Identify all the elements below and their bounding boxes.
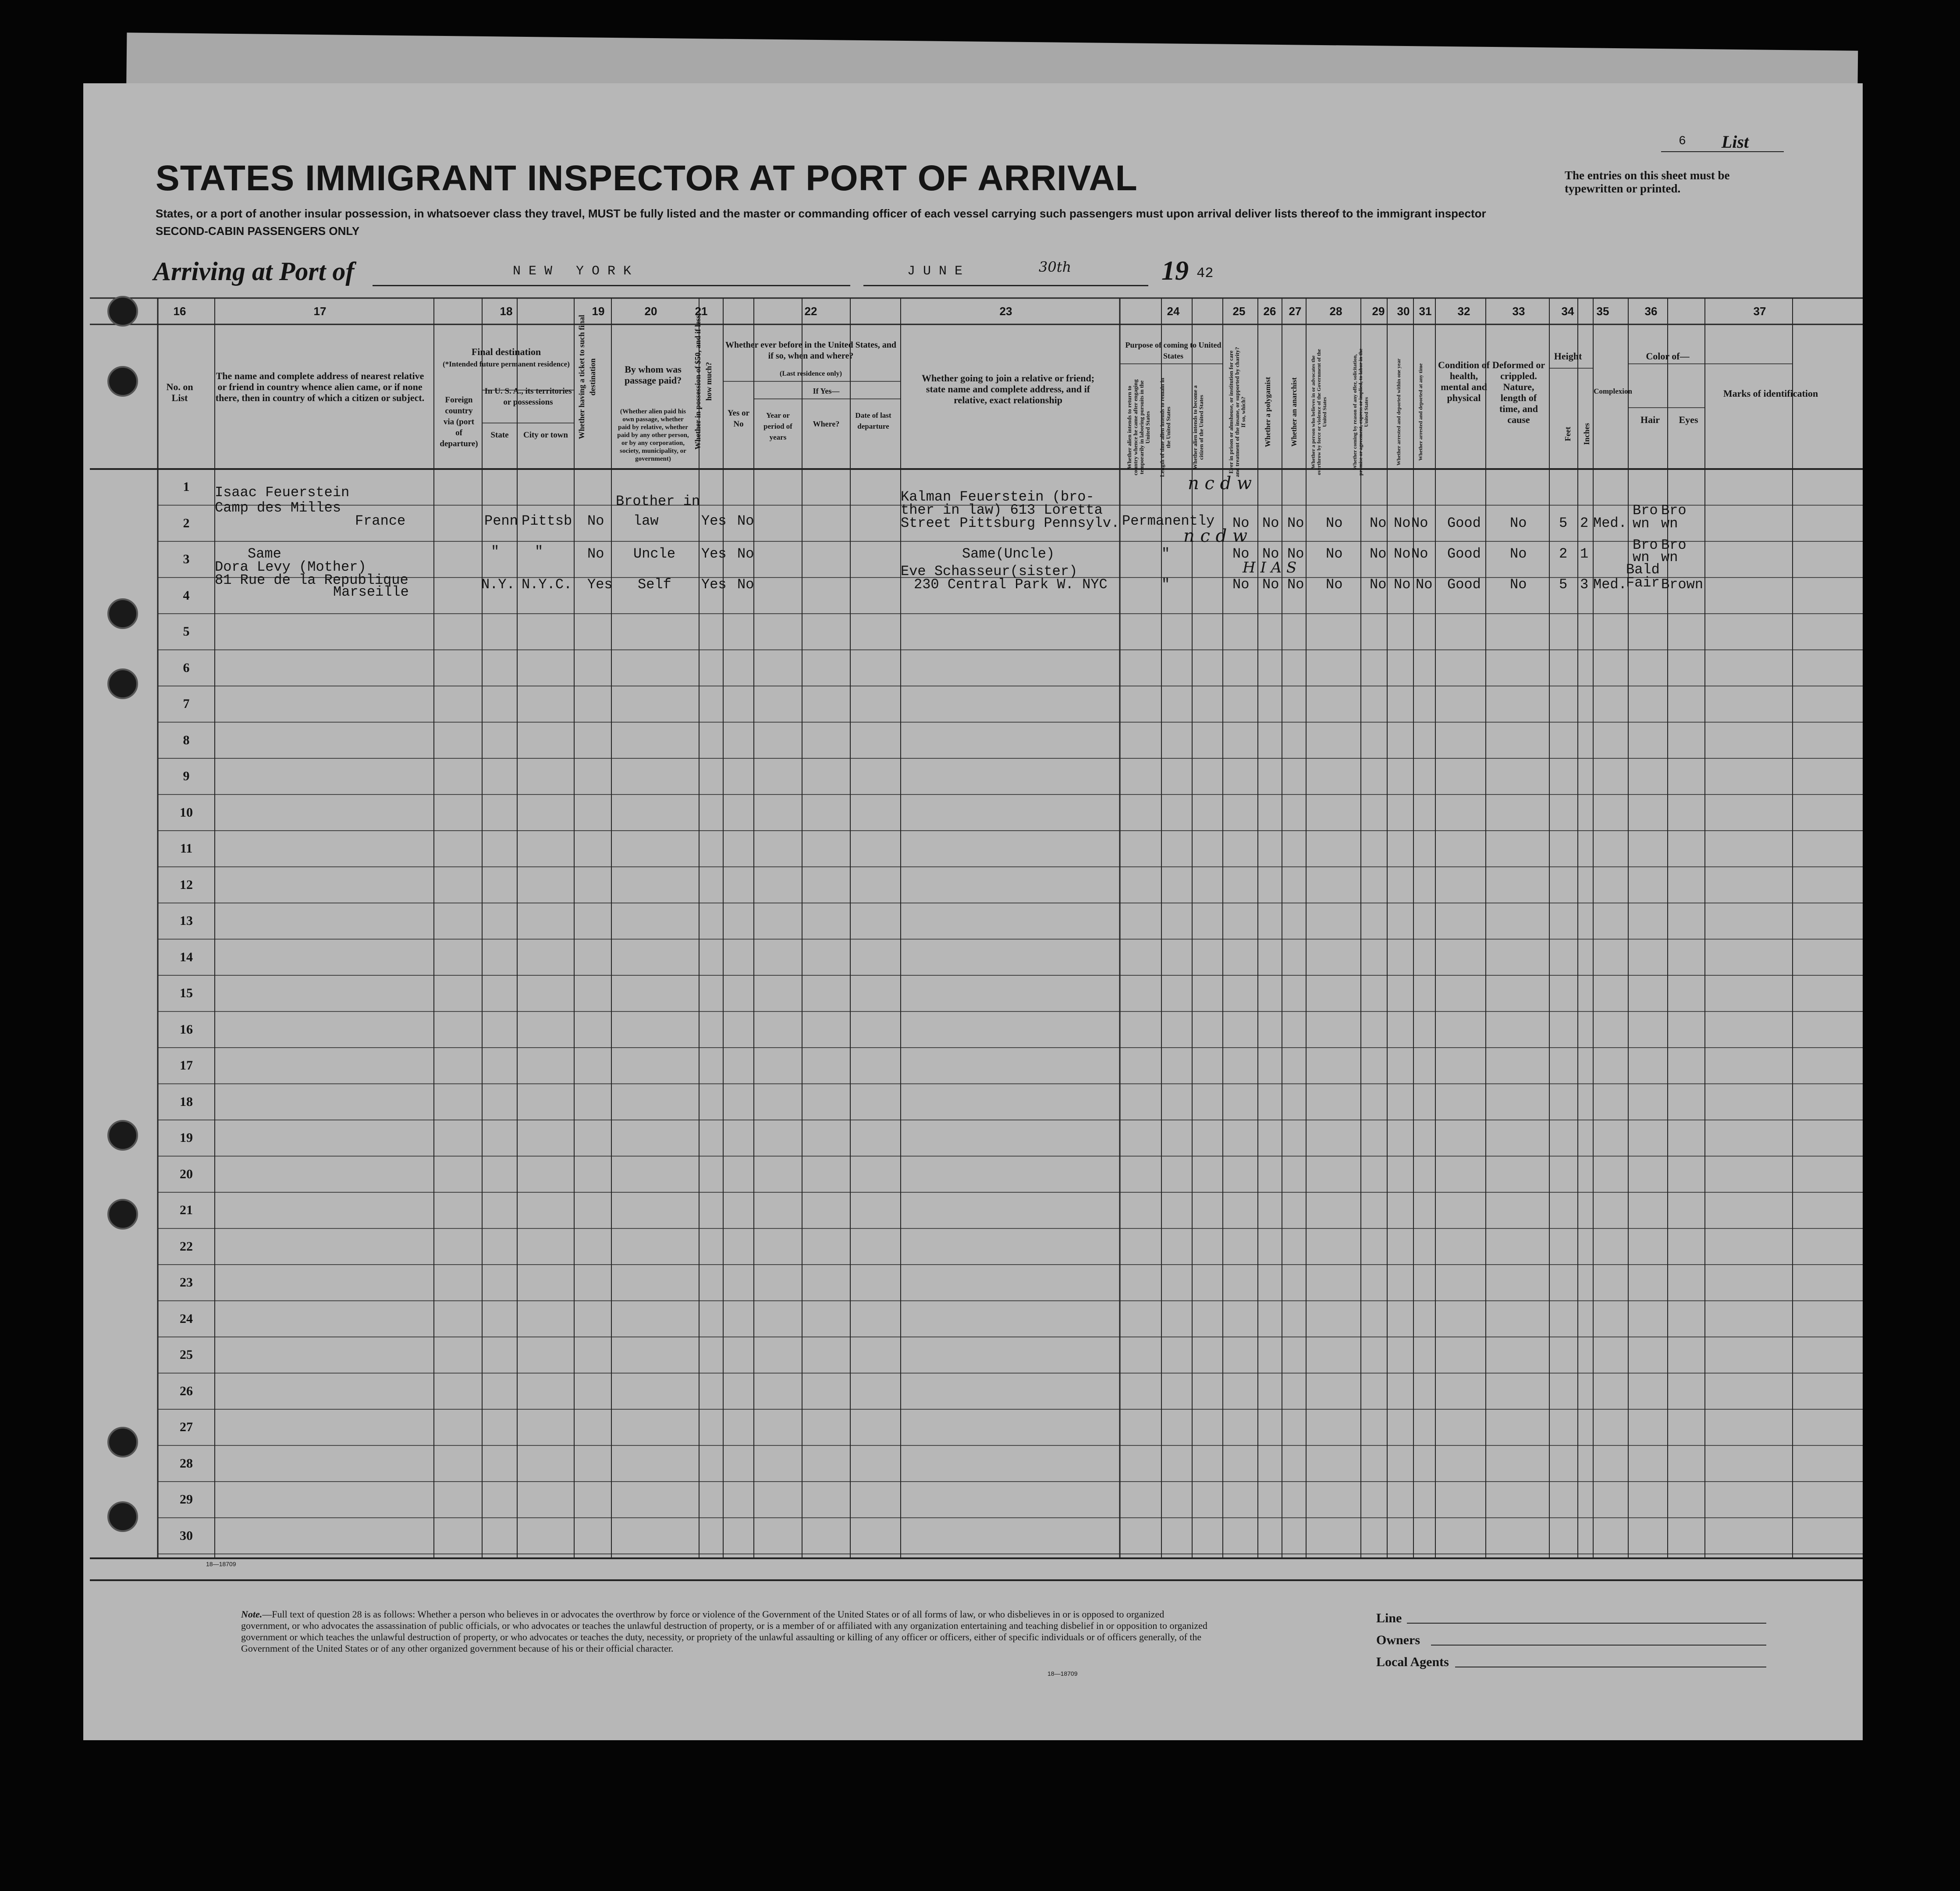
header-height: Height	[1554, 351, 1582, 362]
row-number: 18	[180, 1094, 193, 1109]
row-number: 2	[183, 515, 190, 530]
header-deformed: Deformed or crippled. Nature, length of time, and cause	[1492, 359, 1545, 425]
row1-relative-line2: Camp des Milles	[215, 500, 341, 516]
row2-q31: No	[1411, 546, 1428, 562]
header-going-to-join: Whether going to join a relative or friend; state name and complete address, and if relative, exact relationship	[921, 373, 1095, 405]
header-final-destination-note: (*Intended future permanent residence)	[443, 360, 570, 368]
footer-owners-rule	[1431, 1645, 1766, 1646]
header-fifty-dollars: Whether in possession of $50, and if less, how much?	[693, 313, 713, 450]
header-city: City or town	[523, 430, 568, 440]
row-number: 22	[180, 1239, 193, 1254]
row2-joining: Same(Uncle)	[962, 546, 1055, 562]
colnum-30: 30	[1397, 305, 1410, 318]
row1-health: Good	[1447, 515, 1481, 531]
row-number: 17	[180, 1058, 193, 1073]
row-number: 23	[180, 1275, 193, 1290]
header-foreign-country: Foreign country via (port of departure)	[440, 395, 478, 448]
row2-q27: No	[1287, 546, 1304, 562]
footer-line-label: Line	[1376, 1611, 1402, 1625]
port-value: NEW YORK	[513, 264, 639, 279]
colnum-19: 19	[592, 305, 605, 318]
header-year-period: Year or period of years	[763, 411, 792, 441]
row2-hair: Bro wn	[1633, 537, 1658, 565]
row-number: 9	[183, 769, 190, 783]
passenger-class-label: SECOND-CABIN PASSENGERS ONLY	[156, 224, 360, 238]
date-line	[863, 285, 1148, 286]
row-number: 4	[183, 588, 190, 603]
row1-inches: 2	[1580, 515, 1589, 531]
punch-hole	[107, 1120, 138, 1151]
header-feet: Feet	[1563, 427, 1572, 441]
row2-state: "	[491, 544, 500, 560]
row2-q29: No	[1370, 546, 1387, 562]
colnum-34: 34	[1561, 305, 1574, 318]
header-purpose: Purpose of coming to United States	[1125, 341, 1221, 360]
row-number: 12	[180, 877, 193, 892]
punch-hole	[107, 1199, 138, 1230]
colnum-26: 26	[1263, 305, 1276, 318]
row1-q25: No	[1232, 515, 1250, 531]
row-number: 10	[180, 805, 193, 820]
row3-city: N.Y.C.	[522, 576, 572, 593]
row-number: 11	[180, 841, 193, 856]
handwritten-annotation-1: n c d w	[1188, 473, 1252, 494]
colnum-35: 35	[1596, 305, 1609, 318]
row1-city: Pittsb	[522, 513, 572, 529]
punch-hole	[107, 1501, 138, 1532]
row3-relative-line3: Marseille	[333, 584, 409, 600]
row3-q31: No	[1416, 576, 1433, 593]
row1-q31: No	[1411, 515, 1428, 531]
row-number: 30	[180, 1528, 193, 1543]
page-title: STATES IMMIGRANT INSPECTOR AT PORT OF ARRIVAL	[156, 158, 1138, 198]
row-number: 1	[183, 480, 190, 494]
footer-owners-label: Owners	[1376, 1633, 1420, 1647]
row3-relative-line2: 81 Rue de la Republique	[215, 572, 408, 588]
row1-state: Penn	[484, 513, 518, 529]
page-subtitle: States, or a port of another insular possession, in whatsoever class they travel, MUST be fully listed and the master or commanding officer of each vessel carrying such passengers must upon arrival deliver lists thereof to the immigrant inspector	[156, 207, 1486, 220]
colnum-22: 22	[804, 305, 817, 318]
header-prison: Ever in prison or almshouse, or institution for care and treatment of the insane, or supported by charity? If so, which?	[1228, 347, 1246, 477]
row1-purpose: Permanently	[1122, 513, 1215, 529]
row-number: 20	[180, 1166, 193, 1181]
row1-joining-line2: ther in law) 613 Loretta	[901, 502, 1103, 518]
list-label: List	[1721, 132, 1749, 152]
row3-joining-line1: Eve Schasseur(sister)	[901, 563, 1078, 579]
punch-hole	[107, 598, 138, 629]
row2-inches: 1	[1580, 546, 1589, 562]
header-anarchist: Whether an anarchist	[1290, 377, 1298, 447]
header-health: Condition of health, mental and physical	[1438, 359, 1490, 403]
header-last-departure: Date of last departure	[855, 411, 891, 430]
row3-state: N.Y.	[481, 576, 515, 593]
punch-hole	[107, 296, 138, 327]
colnum-17: 17	[313, 305, 327, 318]
header-polygamist: Whether a polygamist	[1264, 377, 1272, 448]
handwritten-annotation-2: n c d w	[1183, 526, 1248, 546]
header-no-on-list: No. on List	[166, 381, 193, 403]
header-ever-before-note: (Last residence only)	[780, 370, 842, 377]
row3-joining-line2: 230 Central Park W. NYC	[914, 576, 1108, 593]
manifest-sheet	[83, 83, 1863, 1740]
header-eyes: Eyes	[1679, 414, 1698, 425]
row2-ticket: No	[587, 546, 604, 562]
row-number: 8	[183, 732, 190, 747]
row2-eyes: Bro wn	[1661, 537, 1687, 565]
row1-q28: No	[1326, 515, 1343, 531]
header-ever-before: Whether ever before in the United States, and if so, when and where?	[725, 340, 896, 361]
colnum-36: 36	[1644, 305, 1658, 318]
note-text: —Full text of question 28 is as follows: Whether a person who believes in or advocates the overthrow by force or violence of the Government of the United States or of all forms of law, or who disbelieves in or is opposed to organized government, or who advocates the assassination of public officials, or who advocates or teaches the unlawful destruction of property, or is a member of or affiliated with any organization entertaining and teaching disbelief in or opposition to organized government or which teaches the unlawful destruction of property, or who advocates or teaches the duty, necessity, or propriety of the unlawful assaulting or killing of any officer or officers, either of specific individuals or of officers generally, of the Government of the United States or of any other organized government because of his or their official character.	[241, 1609, 1207, 1654]
row3-paid-by: Self	[638, 576, 671, 593]
header-marks: Marks of identification	[1723, 388, 1818, 399]
list-number: 6	[1679, 135, 1686, 148]
row1-q27: No	[1287, 515, 1304, 531]
row1-feet: 5	[1559, 515, 1568, 531]
row1-hair: Bro wn	[1633, 502, 1658, 532]
row3-eyes: Brown	[1661, 576, 1704, 593]
year-suffix: 42	[1197, 265, 1214, 281]
row1-before: No	[737, 513, 754, 529]
row1-paid-by-line1: Brother in	[616, 493, 700, 509]
header-labor-offer: Whether coming by reason of any offer, solicitation, promise or agreement, express or implied, to labor in the United States	[1352, 348, 1369, 476]
row-number: 14	[180, 949, 193, 964]
row-number: 3	[183, 552, 190, 566]
row-number: 7	[183, 697, 190, 711]
row3-q26: No	[1262, 576, 1279, 593]
header-deported-any: Whether arrested and deported at any time	[1417, 363, 1424, 461]
colnum-18: 18	[500, 305, 513, 318]
row3-relative-line1: Dora Levy (Mother)	[215, 559, 366, 575]
row-number: 5	[183, 624, 190, 639]
row-number: 28	[180, 1456, 193, 1471]
row2-q26: No	[1262, 546, 1279, 562]
colnum-23: 23	[999, 305, 1012, 318]
colnum-37: 37	[1753, 305, 1766, 318]
row1-q29: No	[1370, 515, 1387, 531]
row-number: 25	[180, 1347, 193, 1362]
header-deported-year: Whether arrested and deported within one year	[1395, 358, 1402, 466]
form-number: 18—18709	[206, 1560, 236, 1568]
header-purpose-length: Length of time alien intends to remain in the United States	[1159, 377, 1172, 477]
row2-paid-by: Uncle	[633, 546, 676, 562]
row3-health: Good	[1447, 576, 1481, 593]
row2-health: Good	[1447, 546, 1481, 562]
row1-eyes: Bro wn	[1661, 502, 1687, 532]
punch-hole	[107, 366, 138, 397]
row2-q30: No	[1394, 546, 1411, 562]
row2-deformed: No	[1510, 546, 1527, 562]
row3-ticket: Yes	[587, 576, 613, 593]
row-number: 29	[180, 1492, 193, 1507]
colnum-31: 31	[1419, 305, 1432, 318]
row3-q30: No	[1394, 576, 1411, 593]
row1-joining-line1: Kalman Feuerstein (bro-	[901, 489, 1094, 505]
row2-feet: 2	[1559, 546, 1568, 562]
row3-q28: No	[1326, 576, 1343, 593]
row-number: 16	[180, 1022, 193, 1037]
day-value: 30th	[1039, 259, 1072, 275]
row1-ticket: No	[587, 513, 604, 529]
row1-fifty: Yes	[701, 513, 727, 529]
row-number: 21	[180, 1203, 193, 1217]
list-number-line	[1661, 151, 1784, 152]
header-where: Where?	[813, 419, 840, 428]
row2-fifty: Yes	[701, 546, 727, 562]
row3-q29: No	[1370, 576, 1387, 593]
header-nearest-relative: The name and complete address of nearest relative or friend in country whence alien came, or if none there, then in country of which a citizen or subject.	[215, 370, 425, 403]
row2-relative: Same	[248, 546, 281, 562]
header-passage-paid: By whom was passage paid?	[624, 364, 682, 386]
row3-q27: No	[1287, 576, 1304, 593]
colnum-20: 20	[644, 305, 657, 318]
header-purpose-citizen: Whether alien intends to become a citizen of the United States	[1192, 385, 1204, 469]
colnum-21: 21	[695, 305, 708, 318]
row3-feet: 5	[1559, 576, 1568, 593]
row1-q30: No	[1394, 515, 1411, 531]
row-number: 15	[180, 986, 193, 1000]
row-number: 27	[180, 1420, 193, 1434]
row2-purpose: "	[1161, 546, 1170, 562]
note-label: Note.	[241, 1609, 263, 1620]
colnum-28: 28	[1329, 305, 1342, 318]
port-line	[373, 285, 850, 286]
row1-relative-line1: Isaac Feuerstein	[215, 484, 350, 501]
typewritten-instruction: The entries on this sheet must be typewritten or printed.	[1565, 169, 1730, 195]
row3-q25: No	[1232, 576, 1250, 593]
footer-local-agents-label: Local Agents	[1376, 1655, 1449, 1669]
header-state: State	[490, 430, 509, 440]
row3-inches: 3	[1580, 576, 1589, 593]
row-number: 24	[180, 1311, 193, 1326]
header-final-destination: Final destination	[471, 346, 541, 357]
header-inches: Inches	[1582, 423, 1591, 445]
row3-complexion: Med.	[1593, 576, 1627, 593]
header-overthrow: Whether a person who believes in or advocates the overthrow by force or violence of the Government of the United States	[1310, 349, 1328, 475]
colnum-16: 16	[173, 305, 186, 318]
header-purpose-return: Whether alien intends to return to country whence he came after engaging temporarily in laboring pursuits in the United States	[1126, 379, 1151, 476]
header-yes-no: Yes or No	[727, 409, 750, 429]
row1-q26: No	[1262, 515, 1279, 531]
table-grid	[83, 83, 1863, 1740]
question-28-note	[241, 1609, 1214, 1654]
row1-deformed: No	[1510, 515, 1527, 531]
colnum-32: 32	[1457, 305, 1470, 318]
arriving-port-label: Arriving at Port of	[153, 257, 355, 286]
punch-hole	[107, 1427, 138, 1457]
header-if-yes: If Yes—	[813, 387, 840, 395]
row2-city: "	[535, 544, 543, 560]
row-number: 6	[183, 660, 190, 675]
header-hair: Hair	[1640, 414, 1660, 425]
row-number: 19	[180, 1130, 193, 1145]
colnum-33: 33	[1512, 305, 1525, 318]
header-passage-paid-note: (Whether alien paid his own passage, whether paid by relative, whether paid by any other person, or by any corporation, society, municipality, or government)	[617, 408, 689, 462]
row1-paid-by-line2: law	[633, 513, 659, 529]
handwritten-annotation-3: H I A S	[1243, 559, 1297, 576]
row3-deformed: No	[1510, 576, 1527, 593]
header-color: Color of—	[1646, 351, 1690, 362]
header-in-usa: In U. S. A., its territories or possessions	[484, 387, 572, 407]
colnum-24: 24	[1167, 305, 1180, 318]
year-prefix: 19	[1161, 256, 1189, 286]
colnum-29: 29	[1372, 305, 1385, 318]
row1-relative-line3: France	[355, 513, 406, 529]
row3-purpose: "	[1161, 576, 1170, 593]
row1-complexion: Med.	[1593, 515, 1627, 531]
row-number: 26	[180, 1383, 193, 1398]
row1-joining-line3: Street Pittsburg Pennsylv.	[901, 515, 1120, 531]
punch-hole	[107, 668, 138, 699]
row3-hair: Bald Fair	[1626, 562, 1660, 591]
row3-fifty: Yes	[701, 576, 727, 593]
colnum-25: 25	[1232, 305, 1246, 318]
header-ticket: Whether having a ticket to such final destination	[577, 315, 597, 439]
row3-before: No	[737, 576, 754, 593]
row2-q25: No	[1232, 546, 1250, 562]
colnum-27: 27	[1289, 305, 1302, 318]
row2-before: No	[737, 546, 754, 562]
row-number: 13	[180, 914, 193, 928]
form-number-footer: 18—18709	[1047, 1670, 1078, 1677]
row2-q28: No	[1326, 546, 1343, 562]
month-value: JUNE	[907, 264, 971, 279]
header-complexion: Complexion	[1594, 387, 1632, 395]
footer-line-rule	[1407, 1623, 1766, 1624]
